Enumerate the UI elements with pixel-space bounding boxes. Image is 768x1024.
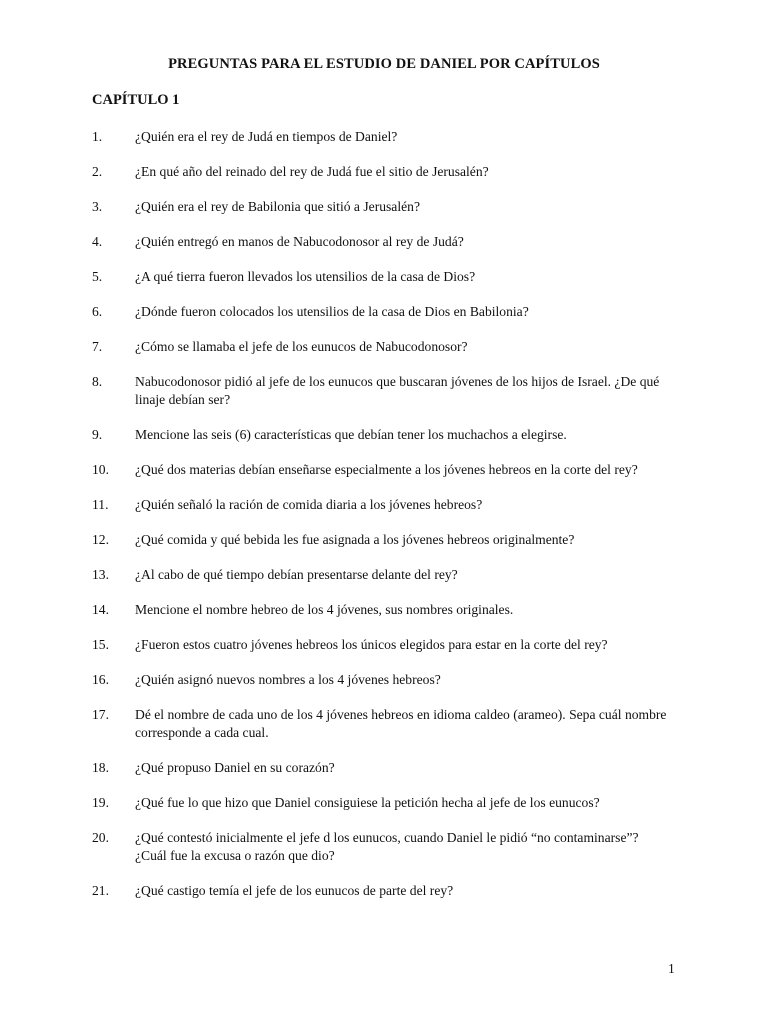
question-number: 5. [92,269,103,284]
question-number: 10. [92,462,109,477]
question-number: 14. [92,602,109,617]
question-number: 8. [92,374,103,389]
question-item [0,163,768,181]
question-text: ¿Al cabo de qué tiempo debían presentarse delante del rey? [135,567,458,582]
question-text: ¿Quién era el rey de Judá en tiempos de Daniel? [135,129,398,144]
question-text: ¿A qué tierra fueron llevados los utensilios de la casa de Dios? [135,269,476,284]
question-text: ¿Qué propuso Daniel en su corazón? [135,760,335,775]
question-text: Mencione el nombre hebreo de los 4 jóvenes, sus nombres originales. [135,602,514,617]
question-item [0,566,768,584]
question-number: 20. [92,830,109,845]
question-number: 7. [92,339,103,354]
question-item [0,461,768,479]
question-item [0,373,768,409]
question-item [0,426,768,444]
question-text: ¿Qué dos materias debían enseñarse especialmente a los jóvenes hebreos en la corte del rey? [135,462,638,477]
question-item [0,233,768,251]
question-item [0,268,768,286]
question-item [0,128,768,146]
question-item [0,338,768,356]
question-number: 2. [92,164,103,179]
question-number: 17. [92,707,109,722]
question-text: Dé el nombre de cada uno de los 4 jóvenes hebreos en idioma caldeo (arameo). Sepa cuál nombre corresponde a cada cual. [135,707,667,740]
question-item [0,198,768,216]
question-text: ¿Fueron estos cuatro jóvenes hebreos los únicos elegidos para estar en la corte del rey? [135,637,608,652]
question-text: ¿Qué contestó inicialmente el jefe d los eunucos, cuando Daniel le pidió “no contaminarse”? ¿Cuál fue la excusa o razón que dio? [135,830,639,863]
question-list [0,128,768,917]
question-item [0,759,768,777]
question-number: 3. [92,199,103,214]
question-number: 1. [92,129,103,144]
question-text: ¿Qué comida y qué bebida les fue asignada a los jóvenes hebreos originalmente? [135,532,575,547]
question-text: ¿En qué año del reinado del rey de Judá fue el sitio de Jerusalén? [135,164,489,179]
question-text: ¿Quién asignó nuevos nombres a los 4 jóvenes hebreos? [135,672,441,687]
question-item [0,601,768,619]
question-text: Nabucodonosor pidió al jefe de los eunucos que buscaran jóvenes de los hijos de Israel. ¿De qué linaje debían ser? [135,374,660,407]
question-text: ¿Qué castigo temía el jefe de los eunucos de parte del rey? [135,883,454,898]
question-text: Mencione las seis (6) características que debían tener los muchachos a elegirse. [135,427,567,442]
question-number: 18. [92,760,109,775]
question-item [0,829,768,865]
question-item [0,303,768,321]
chapter-heading: CAPÍTULO 1 [92,92,180,108]
question-number: 6. [92,304,103,319]
page-number: 1 [668,961,675,976]
question-text: ¿Qué fue lo que hizo que Daniel consiguiese la petición hecha al jefe de los eunucos? [135,795,600,810]
question-item [0,671,768,689]
question-number: 19. [92,795,109,810]
question-number: 9. [92,427,103,442]
question-number: 16. [92,672,109,687]
question-number: 11. [92,497,109,512]
question-item [0,636,768,654]
question-text: ¿Dónde fueron colocados los utensilios de la casa de Dios en Babilonia? [135,304,529,319]
question-number: 4. [92,234,103,249]
question-text: ¿Quién señaló la ración de comida diaria a los jóvenes hebreos? [135,497,483,512]
question-text: ¿Quién era el rey de Babilonia que sitió a Jerusalén? [135,199,420,214]
question-number: 12. [92,532,109,547]
question-text: ¿Cómo se llamaba el jefe de los eunucos de Nabucodonosor? [135,339,468,354]
question-number: 15. [92,637,109,652]
question-number: 21. [92,883,109,898]
question-item [0,794,768,812]
document-title: PREGUNTAS PARA EL ESTUDIO DE DANIEL POR CAPÍTULOS [168,56,600,72]
question-item [0,706,768,742]
question-item [0,882,768,900]
question-item [0,531,768,549]
question-number: 13. [92,567,109,582]
question-item [0,496,768,514]
question-text: ¿Quién entregó en manos de Nabucodonosor al rey de Judá? [135,234,464,249]
